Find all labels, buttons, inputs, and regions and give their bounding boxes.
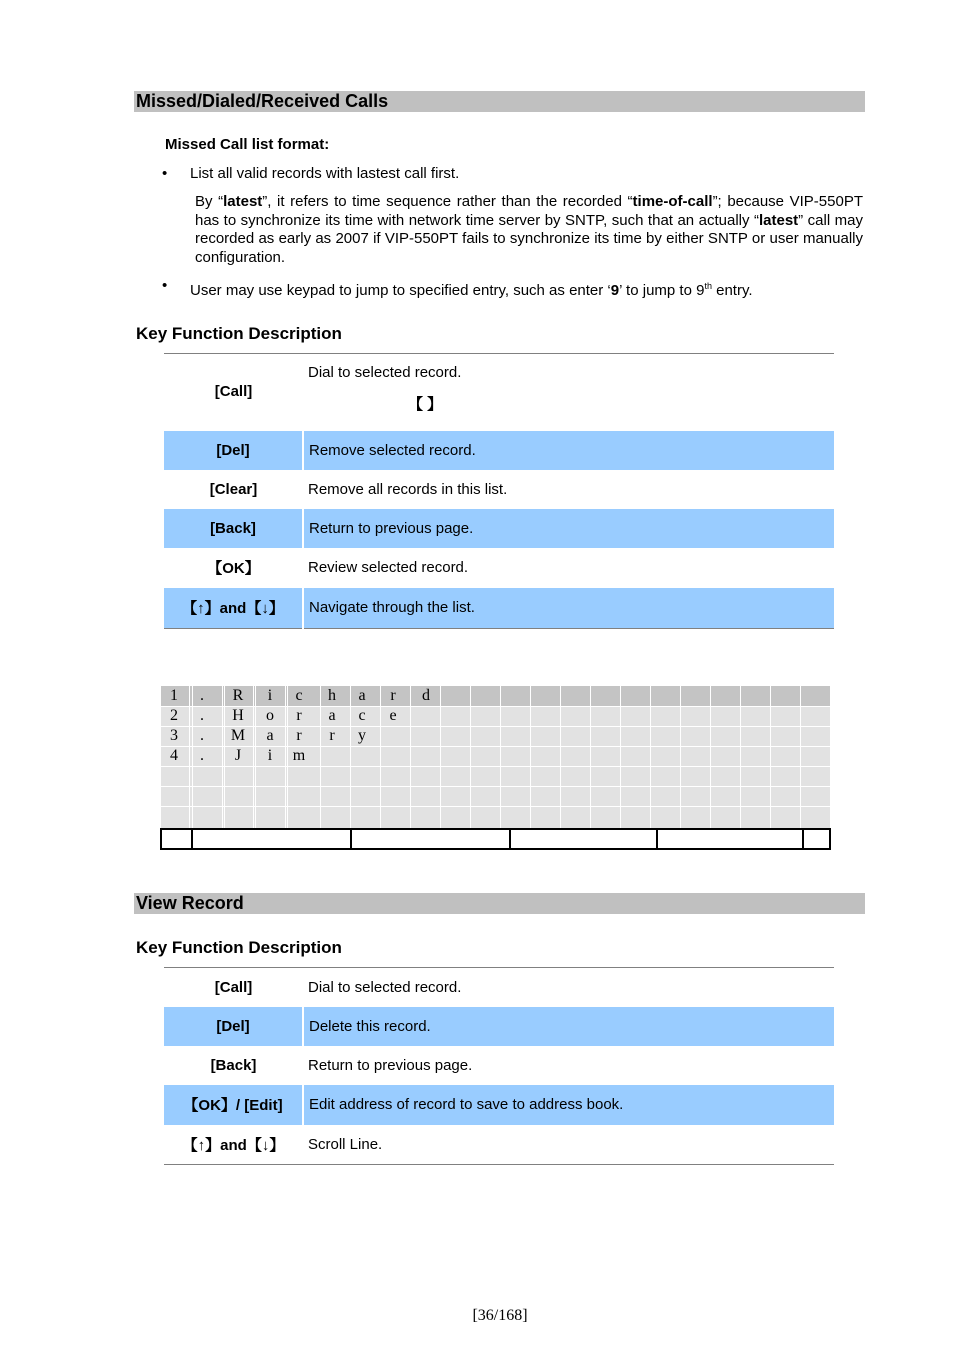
lcd-character: M xyxy=(230,727,246,744)
latest-explanation-paragraph xyxy=(195,193,863,267)
desc-cell: Remove selected record. xyxy=(303,431,834,470)
bullet-1-text: List all valid records with lastest call first. xyxy=(190,165,460,182)
table-row xyxy=(164,470,834,509)
lcd-character: m xyxy=(292,747,306,764)
lcd-grid-hline xyxy=(160,786,831,787)
desc-cell: Delete this record. xyxy=(303,1007,834,1046)
section-title-missed-calls xyxy=(134,91,865,112)
para-text: By “ xyxy=(195,193,224,210)
bullet-2-part: ’ to jump to 9 xyxy=(619,282,705,299)
desc-cell: Return to previous page. xyxy=(303,509,834,548)
para-text: ”, it refers to time sequence rather than the recorded “ xyxy=(262,193,633,210)
lcd-character: H xyxy=(232,707,244,724)
desc-text: Dial to selected record. xyxy=(308,364,462,381)
key-function-heading-2: Key Function Description xyxy=(136,938,342,957)
table-row xyxy=(164,1085,834,1125)
table-row xyxy=(164,509,834,548)
softkey-divider xyxy=(802,830,804,848)
lcd-character: r xyxy=(329,727,335,744)
lcd-character: 3 xyxy=(170,727,178,744)
lcd-character: e xyxy=(389,707,397,724)
desc-cell: Navigate through the list. xyxy=(303,588,834,629)
lcd-character: a xyxy=(266,727,274,744)
page-number: [36/168] xyxy=(472,1307,528,1324)
lcd-character: 4 xyxy=(170,747,178,764)
lcd-character: . xyxy=(200,687,204,704)
lcd-character: c xyxy=(358,707,366,724)
lcd-softkey-bar xyxy=(160,828,831,850)
table-row xyxy=(164,1125,834,1165)
lcd-character: h xyxy=(328,687,336,704)
para-bold: latest xyxy=(758,211,799,229)
key-cell: [Del] xyxy=(164,1007,303,1046)
section-title-view-record xyxy=(134,893,865,914)
lcd-character: R xyxy=(232,687,244,704)
table-row xyxy=(164,1007,834,1046)
desc-cell: Dial to selected record. xyxy=(308,978,462,996)
bullet-2-text xyxy=(190,277,753,300)
para-bold: latest xyxy=(223,193,263,210)
bullet-2-bold: 9 xyxy=(610,282,620,299)
softkey-divider xyxy=(656,830,658,848)
lcd-character: i xyxy=(267,687,273,704)
lcd-character: 2 xyxy=(170,707,178,724)
key-cell: [Clear] xyxy=(209,480,258,498)
key-function-heading-1: Key Function Description xyxy=(136,324,342,343)
key-cell: 【↑】and【↓】 xyxy=(182,1136,285,1154)
lcd-character: . xyxy=(200,707,204,724)
section-title-text: Missed/Dialed/Received Calls xyxy=(136,91,389,111)
desc-cell: Remove all records in this list. xyxy=(308,480,508,498)
table-row xyxy=(164,588,834,629)
table-row xyxy=(164,1046,834,1085)
softkey-divider xyxy=(191,830,193,848)
lcd-character: . xyxy=(200,747,204,764)
key-cell: 【OK】/ [Edit] xyxy=(164,1085,303,1125)
key-cell: [Back] xyxy=(164,509,303,548)
lcd-grid-hline xyxy=(160,806,831,807)
key-cell: [Call] xyxy=(214,978,253,996)
lcd-character: a xyxy=(358,687,366,704)
lcd-character: r xyxy=(296,727,302,744)
lcd-character: d xyxy=(422,687,430,704)
lcd-character: r xyxy=(296,707,302,724)
table-row xyxy=(164,431,834,470)
lcd-character: r xyxy=(390,687,396,704)
softkey-divider xyxy=(350,830,352,848)
table-row xyxy=(164,968,834,1007)
para-bold: time-of-call xyxy=(632,193,713,210)
key-cell: [Back] xyxy=(210,1056,257,1074)
lcd-character: i xyxy=(267,747,273,764)
bullet-2-sup: th xyxy=(704,281,712,291)
desc-cell: Return to previous page. xyxy=(308,1056,473,1074)
bullet-dot: • xyxy=(162,277,168,294)
lcd-character: a xyxy=(328,707,336,724)
lcd-character: o xyxy=(266,707,274,724)
bracket-glyphs: 【 】 xyxy=(408,396,443,413)
key-function-table-2 xyxy=(164,967,834,1165)
table-row xyxy=(164,354,834,431)
lcd-character: y xyxy=(358,727,366,744)
lcd-grid-hline xyxy=(160,766,831,767)
key-cell xyxy=(164,354,303,431)
section-title-text: View Record xyxy=(136,893,244,913)
key-function-table-1 xyxy=(164,353,834,629)
lcd-character: . xyxy=(200,727,204,744)
lcd-character: 1 xyxy=(170,687,178,704)
bullet-2-part: entry. xyxy=(711,282,753,299)
key-cell: 【OK】 xyxy=(207,560,260,577)
format-heading: Missed Call list format: xyxy=(165,136,330,153)
desc-cell: Scroll Line. xyxy=(308,1135,383,1153)
desc-cell: Edit address of record to save to address book. xyxy=(303,1085,834,1125)
lcd-screen xyxy=(160,686,831,850)
bullet-dot: • xyxy=(162,165,168,182)
para-text: ”; because VIP-550PT has to synchronize its time with network time server by SNTP, such that an actually “ xyxy=(195,193,863,229)
key-cell: [Del] xyxy=(164,431,303,470)
table-row xyxy=(164,548,834,588)
desc-cell xyxy=(303,354,834,431)
para-text: ” call may recorded as early as 2007 if VIP-550PT fails to synchronize its time by either SNTP or user manually configuration. xyxy=(195,211,863,266)
lcd-character: J xyxy=(234,747,242,764)
key-cell: 【↑】and【↓】 xyxy=(164,588,303,629)
bullet-2-part: User may use keypad to jump to specified entry, such as enter ‘ xyxy=(190,282,611,299)
desc-cell: Review selected record. xyxy=(308,559,469,576)
key-label: [Call] xyxy=(214,382,253,400)
softkey-divider xyxy=(509,830,511,848)
lcd-character: c xyxy=(295,687,303,704)
